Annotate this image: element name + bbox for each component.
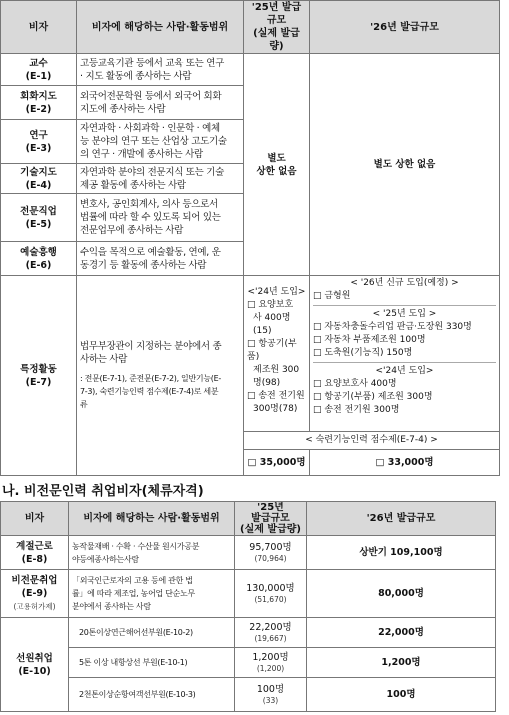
e74-2025-cell: □ 35,000명 bbox=[244, 450, 310, 476]
header-scope: 비자에 해당하는 사람·활동범위 bbox=[69, 502, 235, 536]
visa-name-cell: 선원취업 (E-10) bbox=[1, 618, 69, 712]
table-header-row bbox=[1, 502, 496, 536]
issuance-2026-cell: 1,200명 bbox=[307, 648, 496, 678]
e7-row bbox=[1, 276, 500, 432]
visa-description-cell: 자연과학 분야의 전문지식 또는 기술 제공 활동에 종사하는 사람 bbox=[77, 164, 244, 194]
issuance-2025-cell: 100명 (33) bbox=[235, 678, 307, 712]
section-title: 나. 비전문인력 취업비자(체류자격) bbox=[2, 484, 204, 499]
issuance-2026-cell: 22,000명 bbox=[307, 618, 496, 648]
issuance-2026-cell: 80,000명 bbox=[307, 570, 496, 618]
visa-description-cell: 자연과학 · 사회과학 · 인문학 · 예체 능 분야의 연구 또는 산업상 고도기술 의 연구 · 개발에 종사하는 사람 bbox=[77, 120, 244, 164]
table-row bbox=[1, 648, 496, 678]
visa-name-cell: 교수 (E-1) bbox=[1, 54, 77, 86]
table-row bbox=[1, 54, 500, 86]
visa-name-cell: 예술흥행 (E-6) bbox=[1, 242, 77, 276]
issuance-2025-cell: 1,200명 (1,200) bbox=[235, 648, 307, 678]
visa-name-cell: 계절근로 (E-8) bbox=[1, 536, 69, 570]
table-row bbox=[1, 618, 496, 648]
visa-name-cell: 비전문취업 (E-9) (고용허가제) bbox=[1, 570, 69, 618]
visa-name-cell: 연구 (E-3) bbox=[1, 120, 77, 164]
e7-2025-cell: <'24년 도입> □ 요양보호 사 400명(15) □ 항공기(부품) 제조원 300 명(98) □ 송전 전기원 300명(78) bbox=[244, 276, 310, 432]
issuance-2025-cell: 22,200명 (19,667) bbox=[235, 618, 307, 648]
visa-name-cell: 전문직업 (E-5) bbox=[1, 194, 77, 242]
visa-description-cell: 20톤이상연근해어선부원(E-10-2) bbox=[69, 618, 235, 648]
table-row bbox=[1, 536, 496, 570]
table-header-row bbox=[1, 1, 500, 54]
visa-description-cell: 5톤 이상 내항상선 부원(E-10-1) bbox=[69, 648, 235, 678]
e74-2026-cell: □ 33,000명 bbox=[310, 450, 500, 476]
non-professional-visa-table bbox=[0, 501, 496, 712]
header-scope: 비자에 해당하는 사람·활동범위 bbox=[77, 1, 244, 54]
issuance-2025-cell: 130,000명 (51,670) bbox=[235, 570, 307, 618]
issuance-2026-cell: 100명 bbox=[307, 678, 496, 712]
no-limit-2025-cell: 별도 상한 없음 bbox=[244, 54, 310, 276]
visa-description-cell: 법무부장관이 지정하는 분야에서 종 사하는 사람 : 전문(E-7-1), 준전문(E-7-2), 일반기능(E- 7-3), 숙련기능인력 점수제(E-7-4)로 세분 류 bbox=[77, 276, 244, 476]
e74-label-cell: < 숙련기능인력 점수제(E-7-4) > bbox=[244, 432, 500, 450]
visa-name-cell: 특정활동 (E-7) bbox=[1, 276, 77, 476]
header-2026: '26년 발급규모 bbox=[307, 502, 496, 536]
issuance-2026-cell: 상반기 109,100명 bbox=[307, 536, 496, 570]
visa-name-cell: 기술지도 (E-4) bbox=[1, 164, 77, 194]
visa-description-cell: 변호사, 공인회계사, 의사 등으로서 법률에 따라 할 수 있도록 되어 있는 전문업무에 종사하는 사람 bbox=[77, 194, 244, 242]
header-visa: 비자 bbox=[1, 502, 69, 536]
header-2026: '26년 발급규모 bbox=[310, 1, 500, 54]
table-row bbox=[1, 678, 496, 712]
no-limit-2026-cell: 별도 상한 없음 bbox=[310, 54, 500, 276]
table-row bbox=[1, 570, 496, 618]
visa-description-cell: 2천톤이상순항여객선부원(E-10-3) bbox=[69, 678, 235, 712]
visa-description-cell: 고등교육기관 등에서 교육 또는 연구 · 지도 활동에 종사하는 사람 bbox=[77, 54, 244, 86]
visa-description-cell: 농작물재배 · 수확 · 수산물 원시가공분 야등에종사하는사람 bbox=[69, 536, 235, 570]
header-visa: 비자 bbox=[1, 1, 77, 54]
e7-2026-cell: < '26년 신규 도입(예정) > □ 금형원 < '25년 도입 > □ 자동차충돌수리업 판금·도장원 330명 □ 자동차 부품제조원 100명 □ 도축원(기능직) 150명 <'24년 도입> □ 요양보호사 400명 □ 항공기(부품) 제조원 300명 □ 송전 전기원 300명 bbox=[310, 276, 500, 432]
visa-description-cell: 「외국인근로자의 고용 등에 관한 법 률」에 따라 제조업, 농어업 단순노무 분야에서 종사하는 사람 bbox=[69, 570, 235, 618]
header-2025: '25년 발급규모 (실제 발급량) bbox=[235, 502, 307, 536]
header-2025: '25년 발급규모 (실제 발급량) bbox=[244, 1, 310, 54]
visa-description-cell: 외국어전문학원 등에서 외국어 회화 지도에 종사하는 사람 bbox=[77, 86, 244, 120]
issuance-2025-cell: 95,700명 (70,964) bbox=[235, 536, 307, 570]
visa-description-cell: 수익을 목적으로 예술활동, 연예, 운 동경기 등 활동에 종사하는 사람 bbox=[77, 242, 244, 276]
visa-name-cell: 회화지도 (E-2) bbox=[1, 86, 77, 120]
